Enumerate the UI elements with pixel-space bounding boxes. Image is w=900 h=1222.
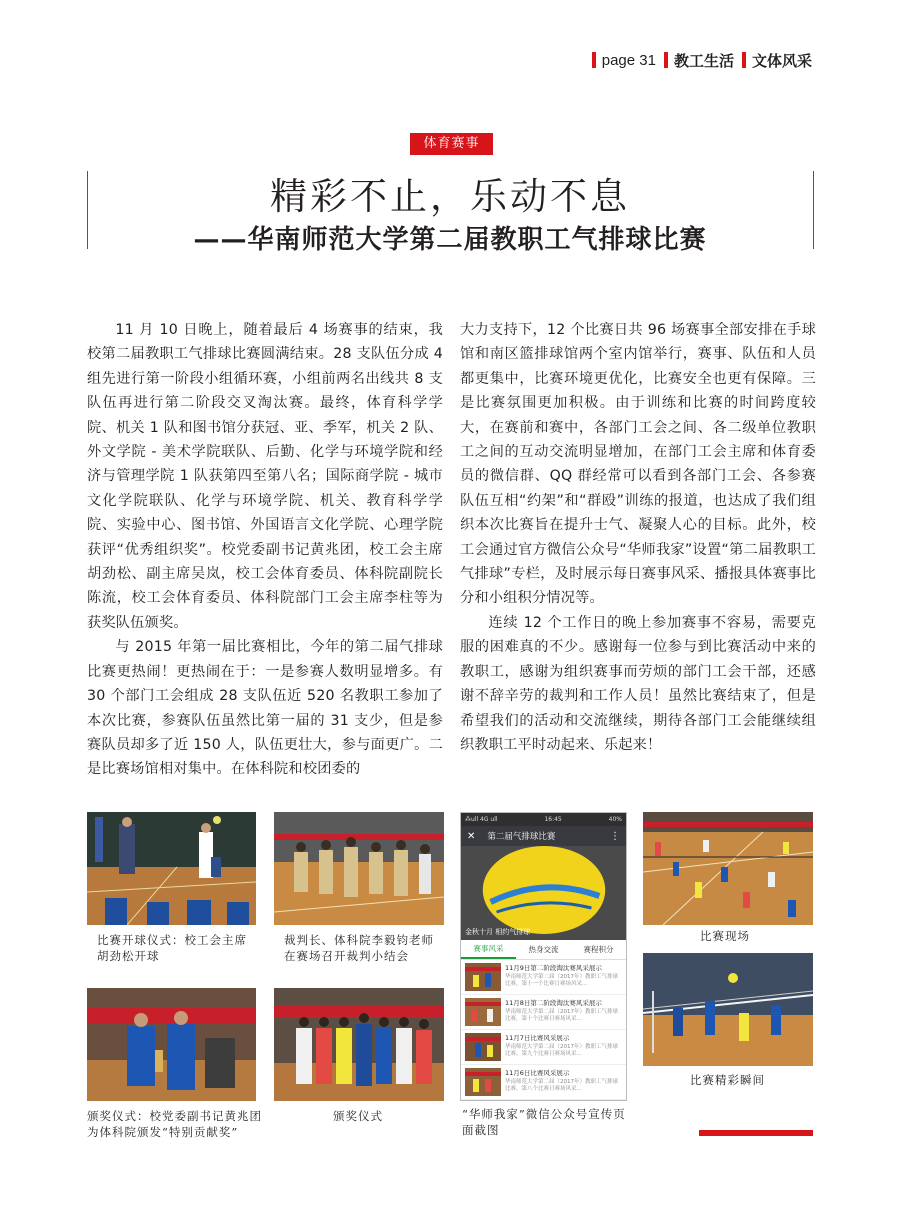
header-bar-marker bbox=[592, 52, 596, 68]
photo-caption: 颁奖仪式：校党委副书记黄兆团为体科院颁发“特别贡献奖” bbox=[87, 1109, 262, 1139]
text-column-right bbox=[460, 318, 816, 757]
header-bar-marker bbox=[742, 52, 746, 68]
header-column-label: 文体风采 bbox=[751, 51, 812, 70]
signal-status: ⁂ull 4G ull bbox=[465, 816, 498, 823]
paragraph: 连续 12 个工作日的晚上参加赛事不容易，需要克服的困难真的不少。感谢每一位参与到比赛活动中来的教职工，感谢为组织赛事而劳烦的部门工会干部，还感谢不辞辛劳的裁判和工作人员！虽然比赛结束了，但是希望我们的活动和交流继续，期待各部门工会能继续组织教职工平时动起来、乐起来！ bbox=[460, 614, 816, 753]
list-item-desc: 华南师范大学第二届（2017年）教职工气排球比赛，第八个比赛日赛场风采... bbox=[505, 1079, 618, 1092]
close-icon[interactable]: ✕ bbox=[467, 830, 476, 842]
photo-highlight-moment bbox=[643, 953, 813, 1066]
list-item[interactable] bbox=[461, 1030, 626, 1065]
section-tag: 体育赛事 bbox=[410, 133, 493, 155]
thumbnail-image bbox=[465, 1068, 501, 1096]
wechat-page-title: 第二届气排球比赛 bbox=[487, 832, 556, 842]
list-item[interactable] bbox=[461, 1065, 626, 1100]
list-item-title: 11月8日第二阶段淘汰赛风采展示 bbox=[505, 999, 602, 1007]
wechat-screenshot bbox=[460, 812, 627, 1101]
photo-opening-ceremony bbox=[87, 812, 256, 925]
list-item-title: 11月6日比赛风采展示 bbox=[505, 1069, 570, 1077]
tab-schedule-points[interactable]: 赛程积分 bbox=[583, 945, 614, 954]
paragraph: 大力支持下，12 个比赛日共 96 场赛事全部安排在手球馆和南区篮排球馆两个室内馆举行，赛事、队伍和人员都更集中，比赛环境更优化，比赛安全也更有保障。三是比赛氛围更加积极。由于训练和比赛的时间跨度较大，在赛前和赛中，各部门工会之间、各二级单位教职工之间的互动交流明显增加，在部门工会主席和体育委员的微信群、QQ 群经常可以看到各部门工会、各参赛队伍互相“约架”和“群殴”训练的报道，也达成了我们组织本次比赛旨在提升士气、凝聚人心的目标。此外，校工会通过官方微信公众号“华师我家”设置“第二届教职工气排球”专栏，及时展示每日赛事风采、播报具体赛事比分和小组积分情况等。 bbox=[460, 322, 816, 607]
volleyball-banner-graphic bbox=[461, 846, 626, 940]
end-of-article-marker bbox=[699, 1130, 813, 1136]
tab-warmup-exchange[interactable]: 热身交流 bbox=[528, 945, 559, 954]
article-title: 精彩不止，乐动不息 bbox=[270, 175, 630, 218]
banner-caption: 金秋十月 相约气排球 bbox=[465, 928, 531, 936]
more-icon[interactable]: ⋮ bbox=[610, 830, 620, 842]
thumbnail-image bbox=[465, 1033, 501, 1061]
photo-caption: 裁判长、体科院李毅钧老师在赛场召开裁判小结会 bbox=[284, 933, 434, 963]
list-item[interactable] bbox=[461, 995, 626, 1030]
phone-status-bar bbox=[461, 813, 626, 826]
photo-caption: 比赛精彩瞬间 bbox=[690, 1073, 765, 1087]
photo-caption: “华师我家”微信公众号宣传页面截图 bbox=[462, 1107, 626, 1137]
photo-caption: 颁奖仪式 bbox=[333, 1109, 383, 1123]
list-item-desc: 华南师范大学第二届（2017年）教职工气排球比赛，第九个比赛日赛场风采... bbox=[505, 1044, 618, 1057]
title-rule-right bbox=[813, 171, 814, 249]
list-item-title: 11月9日第二阶段淘汰赛风采展示 bbox=[505, 964, 602, 972]
list-item-desc: 华南师范大学第二届（2017年）教职工气排球比赛，第十个比赛日赛场风采... bbox=[505, 1009, 618, 1022]
photo-referee-meeting bbox=[274, 812, 444, 925]
header-section-label: 教工生活 bbox=[673, 51, 734, 70]
photo-caption: 比赛开球仪式：校工会主席胡劲松开球 bbox=[97, 933, 247, 963]
photo-award-special bbox=[87, 988, 256, 1101]
list-item[interactable] bbox=[461, 960, 626, 995]
photo-caption: 比赛现场 bbox=[700, 929, 750, 943]
paragraph: 11 月 10 日晚上，随着最后 4 场赛事的结束，我校第二届教职工气排球比赛圆满结束。28 支队伍分成 4 组先进行第一阶段小组循环赛，小组前两名出线共 8 支队伍再进行第二阶段交叉淘汰赛。最终，体育科学学院、机关 1 队和图书馆分获冠、亚、季军，机关 2 队、外文学院 - 美术学院联队、后勤、化学与环境学院和经济与管理学院 1 队获第四至第八名；国际商学院 - 城市文化学院联队、化学与环境学院、机关、教育科学学院、实验中心、图书馆、外国语言文化学院、心理学院获评“优秀组织奖”。校党委副书记黄兆团，校工会主席胡劲松、副主席吴岚，校工会体育委员、体科院副院长陈流，校工会体育委员、体科院部门工会主席李柱等为获奖队伍颁奖。 bbox=[87, 322, 443, 631]
paragraph: 与 2015 年第一届比赛相比，今年的第二届气排球比赛更热闹！更热闹在于：一是参赛人数明显增多。有 30 个部门工会组成 28 支队伍近 520 名教职工参加了本次比赛，参赛队伍虽然比第一届的 31 支少，但是参赛队员却多了近 150 人，队伍更壮大，参与面更广。二是比赛场馆相对集中。在体科院和校团委的 bbox=[87, 639, 443, 778]
title-rule-left bbox=[87, 171, 88, 249]
thumbnail-image bbox=[465, 998, 501, 1026]
wechat-title-bar bbox=[461, 826, 626, 846]
tab-match-highlights[interactable]: 赛事风采 bbox=[461, 940, 516, 959]
banner-image bbox=[461, 846, 626, 940]
battery-status: 40% bbox=[608, 816, 622, 823]
clock: 16:45 bbox=[544, 816, 562, 823]
thumbnail-image bbox=[465, 963, 501, 991]
running-header bbox=[584, 50, 812, 70]
list-item-title: 11月7日比赛风采展示 bbox=[505, 1034, 570, 1042]
list-item-desc: 华南师范大学第二届（2017年）教职工气排球比赛，第十一个比赛日赛场风采... bbox=[505, 974, 618, 987]
phone-tab-bar bbox=[461, 940, 626, 960]
article-subtitle: ——华南师范大学第二届教职工气排球比赛 bbox=[193, 225, 707, 255]
page-number: page 31 bbox=[601, 51, 656, 69]
text-column-left bbox=[87, 318, 443, 782]
header-bar-marker bbox=[664, 52, 668, 68]
photo-match-scene bbox=[643, 812, 813, 925]
photo-award-ceremony bbox=[274, 988, 444, 1101]
